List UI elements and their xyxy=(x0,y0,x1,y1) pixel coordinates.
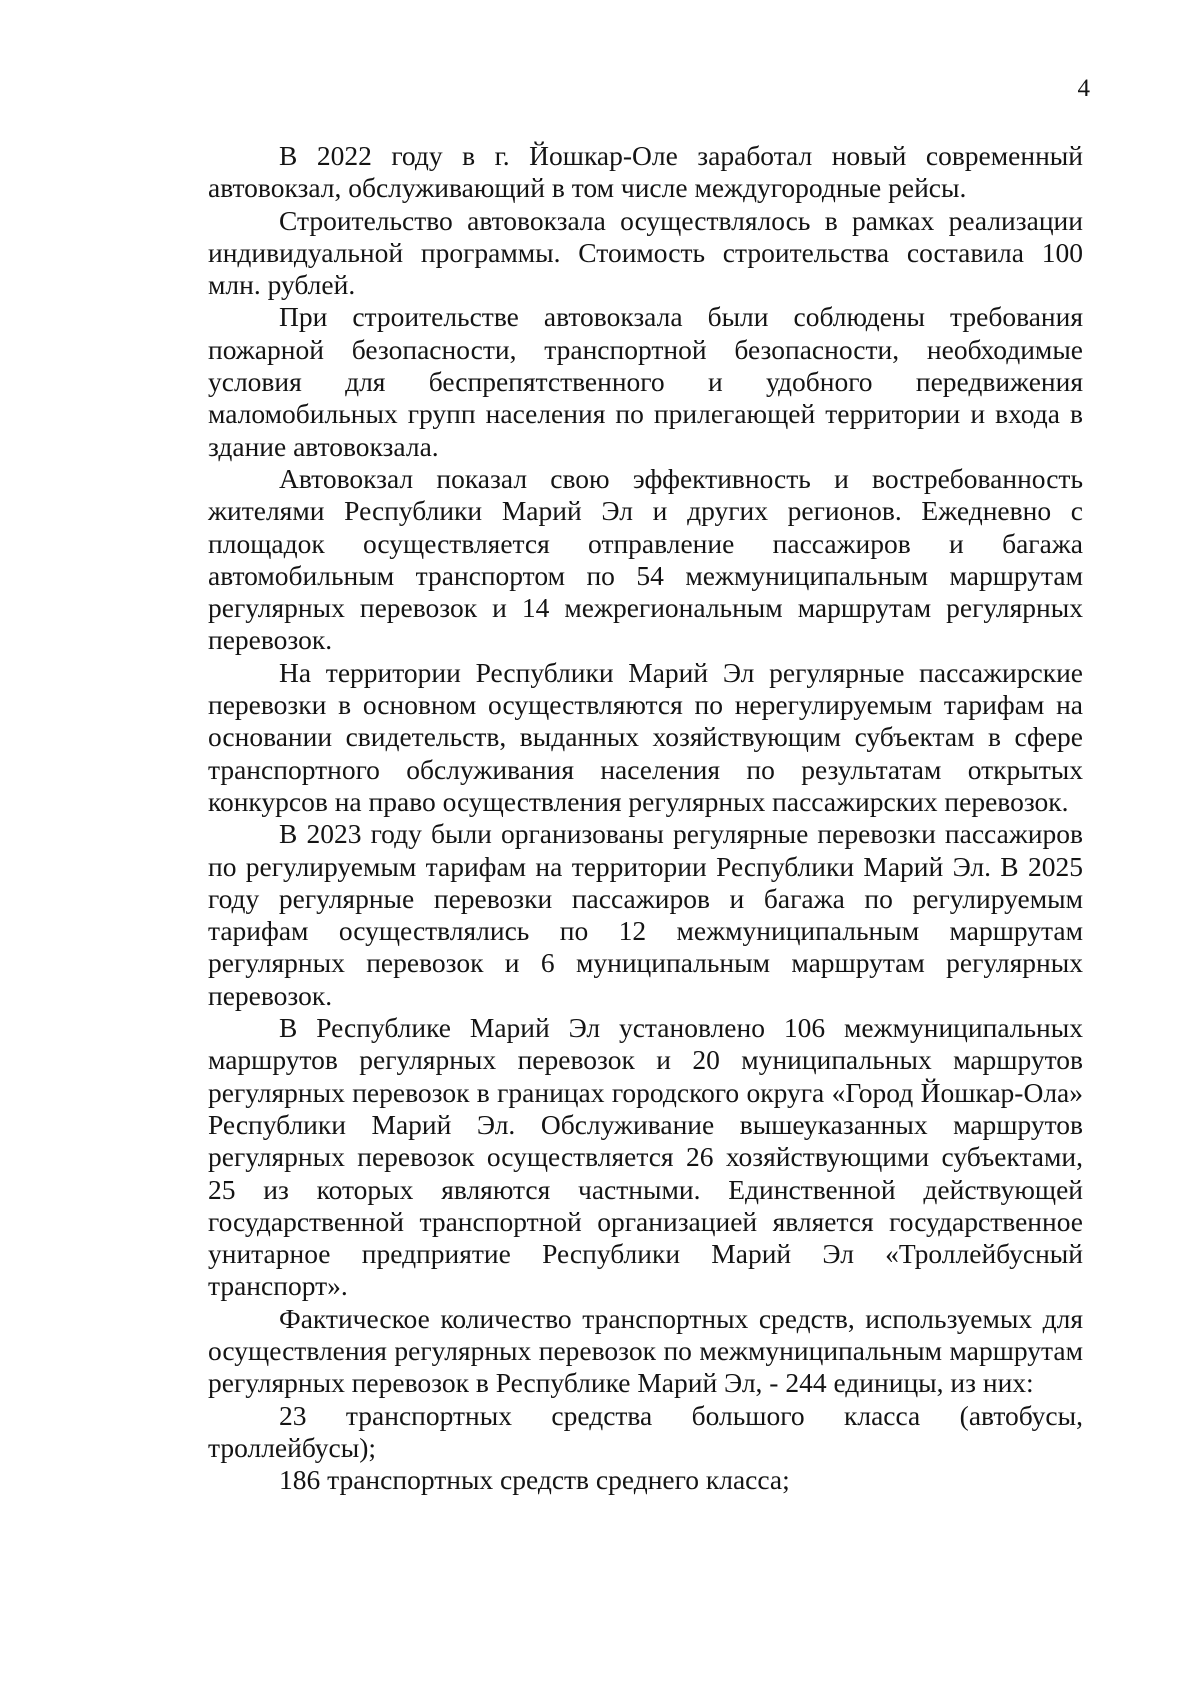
paragraph-safety-requirements: При строительстве автовокзала были соблюдены требования пожарной безопасности, транспортной безопасности, необходимые условия для беспрепятственного и удобного передвижения маломобильных групп населения по прилегающей территории и входа в здание автовокзала. xyxy=(208,301,1083,462)
list-item-medium-class: 186 транспортных средств среднего класса; xyxy=(279,1464,790,1496)
document-body xyxy=(208,140,1083,1496)
paragraph-regulated-tariffs: В 2023 году были организованы регулярные перевозки пассажиров по регулируемым тарифам на территории Республики Марий Эл. В 2025 году регулярные перевозки пассажиров и багажа по регулируемым тарифам осуществлялись по 12 межмуниципальным маршрутам регулярных перевозок и 6 муниципальным маршрутам регулярных перевозок. xyxy=(208,818,1083,1011)
page-number: 4 xyxy=(1077,75,1090,102)
paragraph-construction-cost: Строительство автовокзала осуществлялось в рамках реализации индивидуальной программы. Стоимость строительства составила 100 млн. рублей. xyxy=(208,204,1083,301)
paragraph-vehicle-count: Фактическое количество транспортных средств, используемых для осуществления регулярных перевозок по межмуниципальным маршрутам регулярных перевозок в Республике Марий Эл, - 244 единицы, из них: xyxy=(208,1302,1083,1399)
paragraph-unregulated-tariffs: На территории Республики Марий Эл регулярные пассажирские перевозки в основном осуществляются по нерегулируемым тарифам на основании свидетельств, выданных хозяйствующим субъектам в сфере транспортного обслуживания населения по результатам открытых конкурсов на право осуществления регулярных пассажирских перевозок. xyxy=(208,656,1083,817)
list-item-large-class: 23 транспортных средства большого класса (автобусы, троллейбусы); xyxy=(208,1399,1083,1463)
paragraph-new-bus-station: В 2022 году в г. Йошкар-Оле заработал новый современный автовокзал, обслуживающий в том числе междугородные рейсы. xyxy=(208,140,1083,204)
paragraph-station-efficiency: Автовокзал показал свою эффективность и востребованность жителями Республики Марий Эл и других регионов. Ежедневно с площадок осуществляется отправление пассажиров и багажа автомобильным транспортом по 54 межмуниципальным маршрутам регулярных перевозок и 14 межрегиональным маршрутам регулярных перевозок. xyxy=(208,462,1083,656)
paragraph-routes-count: В Республике Марий Эл установлено 106 межмуниципальных маршрутов регулярных перевозок и 20 муниципальных маршрутов регулярных перевозок в границах городского округа «Город Йошкар-Ола» Республики Марий Эл. Обслуживание вышеуказанных маршрутов регулярных перевозок осуществляется 26 хозяйствующими субъектами, 25 из которых являются частными. Единственной действующей государственной транспортной организацией является государственное унитарное предприятие Республики Марий Эл «Троллейбусный транспорт». xyxy=(208,1012,1083,1302)
